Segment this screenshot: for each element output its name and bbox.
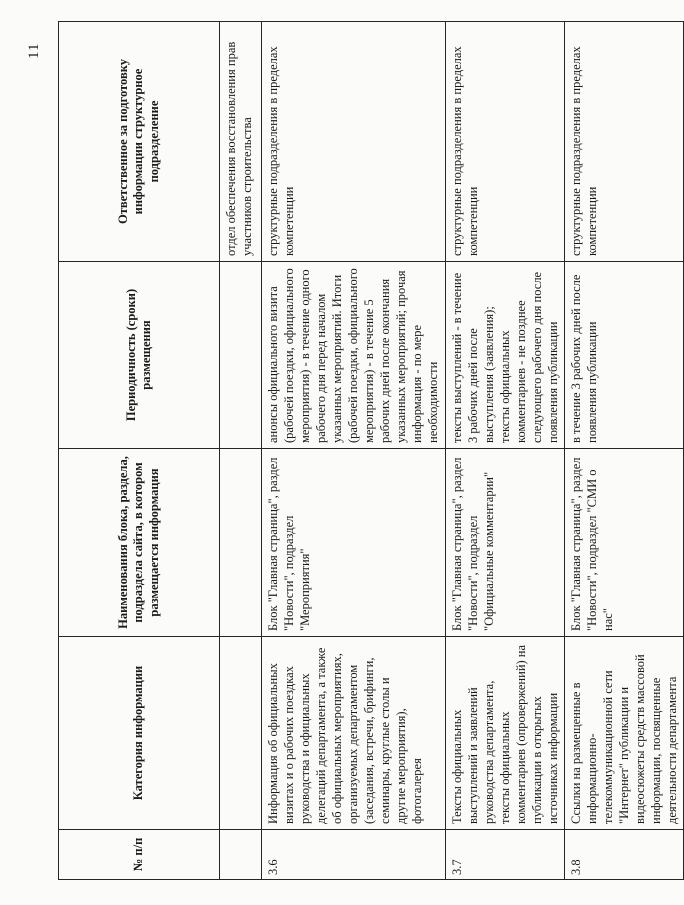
row-responsible: отдел обеспечения восстановления прав участников строительства — [220, 22, 262, 262]
page-number: 11 — [26, 42, 42, 59]
row-responsible: структурные подразделения в пределах компетенции — [262, 22, 446, 262]
header-row — [59, 22, 220, 880]
row-category: Информация об официальных визитах и о рабочих поездках руководства и официальных делегаций департамента, а также об официальных мероприятиях, организуемых департаментом (заседания, встречи, брифинги, семинары, круглые столы и другие мероприятия), фотогалерея — [262, 637, 446, 830]
row-block: Блок "Главная страница", раздел "Новости", подраздел "Официальные комментарии" — [446, 449, 565, 637]
table-row — [262, 22, 446, 880]
header-responsible: Ответственное за подготовку информации структурное подразделение — [59, 22, 220, 262]
row-block: Блок "Главная страница", раздел "Новости", подраздел "Мероприятия" — [262, 449, 446, 637]
row-block: Блок "Главная страница", раздел "Новости", подраздел "СМИ о нас" — [565, 449, 684, 637]
row-num: 3.6 — [262, 830, 446, 880]
table-row — [220, 22, 262, 880]
header-period: Периодичность (сроки) размещения — [59, 262, 220, 449]
row-num: 3.7 — [446, 830, 565, 880]
row-num — [220, 830, 262, 880]
row-block — [220, 449, 262, 637]
rotated-page — [58, 22, 679, 880]
row-num: 3.8 — [565, 830, 684, 880]
row-period: в течение 3 рабочих дней после появления публикации — [565, 262, 684, 449]
row-period — [220, 262, 262, 449]
table-row — [565, 22, 684, 880]
row-category: Тексты официальных выступлений и заявлений руководства департамента, тексты официальных комментариев (опровержений) на публикации в открытых источниках информации — [446, 637, 565, 830]
table-row — [446, 22, 565, 880]
row-category: Ссылки на размещенные в информационно-телекоммуникационной сети "Интернет" публикации и видеосюжеты средств массовой информации, посвященные деятельности департамента — [565, 637, 684, 830]
header-category: Категория информации — [59, 637, 220, 830]
header-num: № п/п — [59, 830, 220, 880]
row-period: тексты выступлений - в течение 3 рабочих дней после выступления (заявления); тексты официальных комментариев - не позднее следующего рабочего дня после появления публикации — [446, 262, 565, 449]
row-responsible: структурные подразделения в пределах компетенции — [446, 22, 565, 262]
row-period: анонсы официального визита (рабочей поездки, официального мероприятия) - в течение одного рабочего дня перед началом указанных мероприятий. Итоги (рабочей поездки, официального мероприятия) - в течение 5 рабочих дней после окончания указанных мероприятий; прочая информация - по мере необходимости — [262, 262, 446, 449]
row-category — [220, 637, 262, 830]
row-responsible: структурные подразделения в пределах компетенции — [565, 22, 684, 262]
info-table — [58, 21, 684, 880]
header-block: Наименования блока, раздела, подраздела сайта, в котором размещается информация — [59, 449, 220, 637]
